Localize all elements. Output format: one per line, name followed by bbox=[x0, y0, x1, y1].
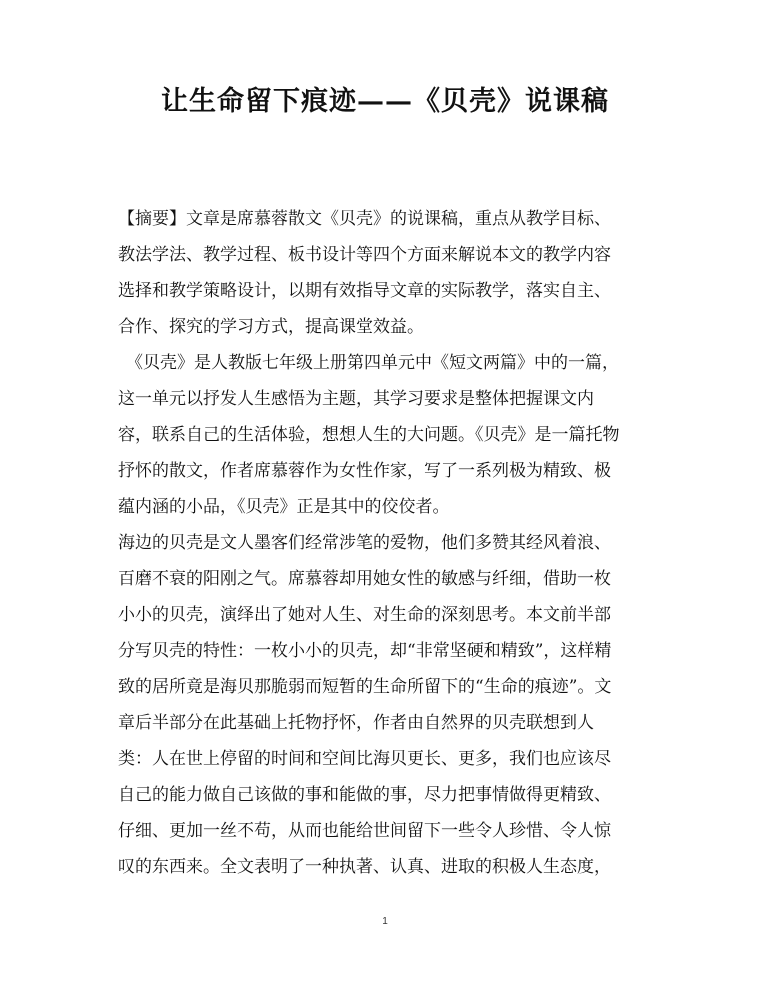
paragraph-2-line-4: 分写贝壳的特性：一枚小小的贝壳，却“非常坚硬和精致”，这样精 bbox=[118, 641, 612, 661]
paragraph-2-line-1: 海边的贝壳是文人墨客们经常涉笔的爱物，他们多赞其经风着浪、 bbox=[118, 533, 611, 553]
paragraph-2-line-7: 类：人在世上停留的时间和空间比海贝更长、更多，我们也应该尽 bbox=[118, 749, 611, 769]
paragraph-2-line-2: 百磨不衰的阳刚之气。席慕蓉却用她女性的敏感与纤细，借助一枚 bbox=[118, 569, 611, 589]
abstract-line-2: 教法学法、教学过程、板书设计等四个方面来解说本文的教学内容 bbox=[118, 245, 611, 265]
paragraph-2-line-9: 仔细、更加一丝不苟，从而也能给世间留下一些令人珍惜、令人惊 bbox=[118, 821, 611, 841]
paragraph-2-line-6: 章后半部分在此基础上托物抒怀，作者由自然界的贝壳联想到人 bbox=[118, 713, 594, 733]
abstract-line-3: 选择和教学策略设计，以期有效指导文章的实际教学，落实自主、 bbox=[118, 281, 611, 301]
paragraph-1-line-1: 《贝壳》是人教版七年级上册第四单元中《短文两篇》中的一篇， bbox=[126, 353, 619, 373]
page-number: 1 bbox=[382, 916, 388, 927]
paragraph-1-line-4: 抒怀的散文，作者席慕蓉作为女性作家，写了一系列极为精致、极 bbox=[118, 461, 611, 481]
paragraph-2-line-10: 叹的东西来。全文表明了一种执著、认真、进取的积极人生态度， bbox=[118, 857, 611, 877]
abstract-line-1: 【摘要】文章是席慕蓉散文《贝壳》的说课稿，重点从教学目标、 bbox=[118, 209, 611, 229]
paragraph-2-line-8: 自己的能力做自己该做的事和能做的事，尽力把事情做得更精致、 bbox=[118, 785, 611, 805]
paragraph-1-line-2: 这一单元以抒发人生感悟为主题，其学习要求是整体把握课文内 bbox=[118, 389, 594, 409]
paragraph-2-line-5: 致的居所竟是海贝那脆弱而短暂的生命所留下的“生命的痕迹”。文 bbox=[118, 677, 612, 697]
paragraph-1-line-3: 容，联系自己的生活体验，想想人生的大问题。《贝壳》是一篇托物 bbox=[118, 425, 620, 445]
abstract-line-4: 合作、探究的学习方式，提高课堂效益。 bbox=[118, 317, 424, 337]
paragraph-1-line-5: 蕴内涵的小品，《贝壳》正是其中的佼佼者。 bbox=[118, 497, 450, 517]
document-title: 让生命留下痕迹——《贝壳》说课稿 bbox=[161, 86, 609, 117]
paragraph-2-line-3: 小小的贝壳，演绎出了她对人生、对生命的深刻思考。本文前半部 bbox=[118, 605, 611, 625]
